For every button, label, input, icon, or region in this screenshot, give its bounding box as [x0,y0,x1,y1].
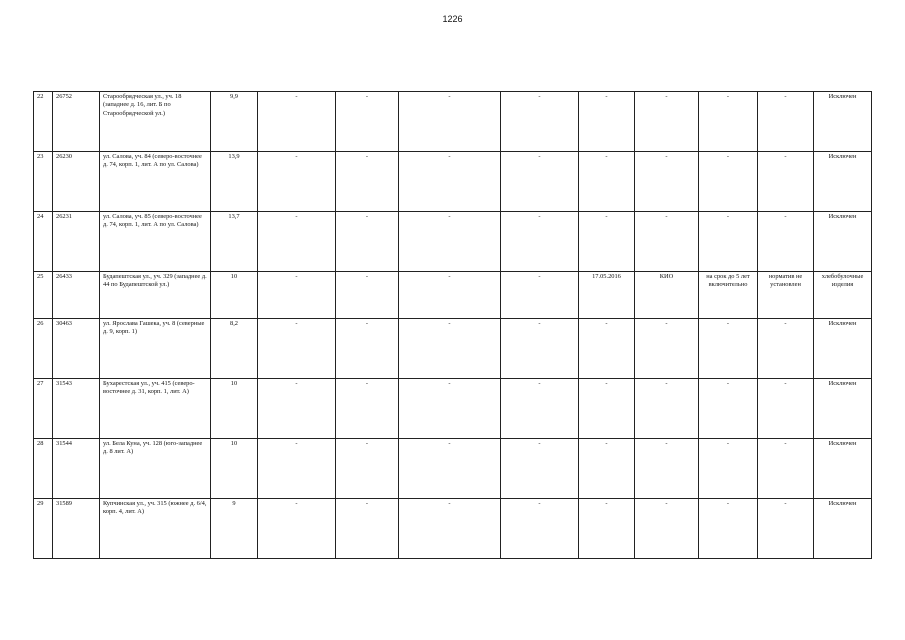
authority-cell: - [635,152,699,212]
col8-cell: - [501,212,579,272]
object-id-cell: 26230 [53,152,100,212]
col8-cell: - [501,439,579,499]
col6-cell: - [336,319,399,379]
table-row [34,379,872,439]
col5-cell: - [258,319,336,379]
address-cell: Старообрядческая ул., уч. 18 (западнее д. 16, лит. Б по Старообрядческой ул.) [100,92,211,152]
col5-cell: - [258,272,336,319]
col5-cell: - [258,212,336,272]
address-cell: ул. Салова, уч. 84 (северо-восточнее д. 74, корп. 1, лит. А по ул. Салова) [100,152,211,212]
col6-cell: - [336,379,399,439]
status-cell: Исключен [814,92,872,152]
address-cell: Будапештская ул., уч. 329 (западнее д. 44 по Будапештской ул.) [100,272,211,319]
area-cell: 10 [211,379,258,439]
table-body [34,92,872,559]
col5-cell: - [258,92,336,152]
status-cell: Исключен [814,319,872,379]
status-cell: хлебобулочные изделия [814,272,872,319]
row-number-cell: 28 [34,439,53,499]
authority-cell: - [635,319,699,379]
status-cell: Исключен [814,212,872,272]
col8-cell: - [501,499,579,559]
address-cell: Купчинская ул., уч. 315 (южнее д. 6/4, корп. 4, лит. А) [100,499,211,559]
col7-cell: - [399,212,501,272]
date-cell: - [579,439,635,499]
table-row [34,272,872,319]
date-cell: - [579,212,635,272]
object-id-cell: 26231 [53,212,100,272]
term-cell: - [699,152,758,212]
object-id-cell: 30463 [53,319,100,379]
area-cell: 9 [211,499,258,559]
norm-cell: - [758,379,814,439]
registry-table [33,91,872,559]
address-cell: ул. Бела Куна, уч. 128 (юго-западнее д. 8 лит. А) [100,439,211,499]
col6-cell: - [336,499,399,559]
norm-cell: - [758,92,814,152]
authority-cell: - [635,379,699,439]
col6-cell: - [336,439,399,499]
term-cell: - [699,92,758,152]
authority-cell: - [635,499,699,559]
col5-cell: - [258,152,336,212]
address-cell: ул. Салова, уч. 85 (северо-восточнее д. 74, корп. 1, лит. А по ул. Салова) [100,212,211,272]
authority-cell: - [635,92,699,152]
col8-cell: - [501,379,579,439]
col8-cell: - [501,272,579,319]
table-row [34,152,872,212]
norm-cell: норматив не установлен [758,272,814,319]
norm-cell: - [758,319,814,379]
col6-cell: - [336,92,399,152]
col6-cell: - [336,272,399,319]
term-cell: на срок до 5 лет включительно [699,272,758,319]
date-cell: 17.05.2016 [579,272,635,319]
col6-cell: - [336,152,399,212]
area-cell: 13,9 [211,152,258,212]
col7-cell: - [399,92,501,152]
area-cell: 10 [211,272,258,319]
status-cell: Исключен [814,499,872,559]
area-cell: 10 [211,439,258,499]
object-id-cell: 26433 [53,272,100,319]
col7-cell: - [399,272,501,319]
authority-cell: - [635,439,699,499]
row-number-cell: 29 [34,499,53,559]
address-cell: Бухарестская ул., уч. 415 (северо-восточнее д. 31, корп. 1, лит. А) [100,379,211,439]
date-cell: - [579,499,635,559]
area-cell: 9,9 [211,92,258,152]
object-id-cell: 26752 [53,92,100,152]
table-row [34,319,872,379]
norm-cell: - [758,212,814,272]
date-cell: - [579,379,635,439]
table-row [34,212,872,272]
object-id-cell: 31589 [53,499,100,559]
authority-cell: - [635,212,699,272]
term-cell: - [699,379,758,439]
col8-cell: - [501,92,579,152]
page-number: 1226 [442,14,463,24]
table-row [34,499,872,559]
area-cell: 13,7 [211,212,258,272]
term-cell: - [699,319,758,379]
col7-cell: - [399,439,501,499]
row-number-cell: 23 [34,152,53,212]
col8-cell: - [501,319,579,379]
row-number-cell: 27 [34,379,53,439]
norm-cell: - [758,499,814,559]
authority-cell: КИО [635,272,699,319]
date-cell: - [579,92,635,152]
norm-cell: - [758,152,814,212]
col7-cell: - [399,319,501,379]
status-cell: Исключен [814,152,872,212]
term-cell: - [699,499,758,559]
row-number-cell: 22 [34,92,53,152]
col6-cell: - [336,212,399,272]
object-id-cell: 31543 [53,379,100,439]
term-cell: - [699,212,758,272]
table-row [34,439,872,499]
col5-cell: - [258,499,336,559]
col5-cell: - [258,379,336,439]
row-number-cell: 25 [34,272,53,319]
col8-cell: - [501,152,579,212]
object-id-cell: 31544 [53,439,100,499]
col7-cell: - [399,499,501,559]
col5-cell: - [258,439,336,499]
date-cell: - [579,319,635,379]
row-number-cell: 26 [34,319,53,379]
date-cell: - [579,152,635,212]
row-number-cell: 24 [34,212,53,272]
address-cell: ул. Ярослава Гашека, уч. 8 (северные д. 9, корп. 1) [100,319,211,379]
term-cell: - [699,439,758,499]
col7-cell: - [399,379,501,439]
norm-cell: - [758,439,814,499]
col7-cell: - [399,152,501,212]
area-cell: 8,2 [211,319,258,379]
status-cell: Исключен [814,439,872,499]
table-row [34,92,872,152]
status-cell: Исключен [814,379,872,439]
